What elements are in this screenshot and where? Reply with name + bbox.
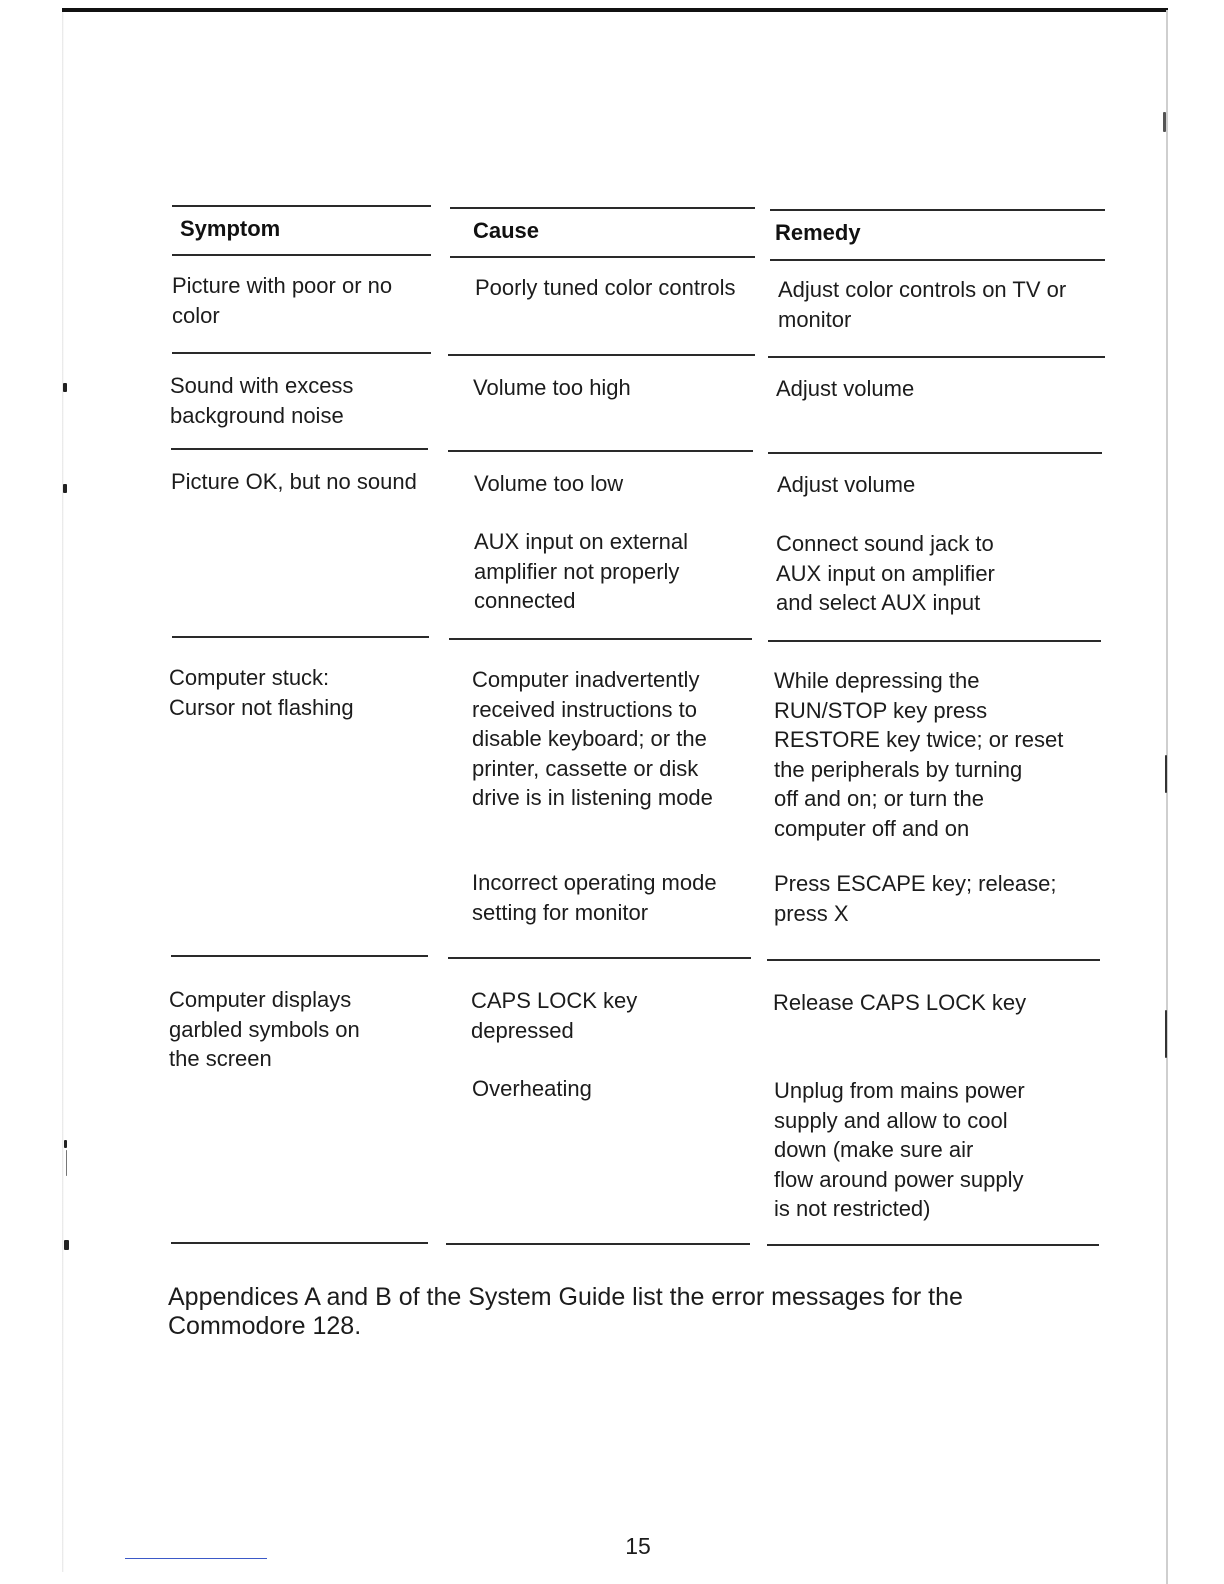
table-bottom-rule <box>446 1243 750 1245</box>
margin-mark <box>64 1140 67 1148</box>
row-separator <box>172 636 429 638</box>
cause-cell: Poorly tuned color controls <box>475 275 736 300</box>
header-remedy: Remedy <box>775 220 861 245</box>
remedy-cell: Release CAPS LOCK key <box>773 990 1027 1015</box>
symptom-cell: Computer displays garbled symbols on the screen <box>169 987 360 1071</box>
header-bottom-rule <box>450 256 755 258</box>
row-separator <box>448 450 753 452</box>
symptom-cell: Picture OK, but no sound <box>171 469 417 494</box>
header-top-rule <box>770 209 1105 211</box>
page-number: 15 <box>625 1533 651 1559</box>
remedy-cell: Unplug from mains power supply and allow to cool down (make sure air flow around power supply is not restricted) <box>774 1078 1025 1221</box>
page-left-shadow <box>62 12 64 1572</box>
margin-mark <box>1163 112 1166 132</box>
margin-mark <box>1165 1010 1167 1058</box>
cause-cell: Volume too high <box>473 375 631 400</box>
cause-cell: Computer inadvertently received instructions to disable keyboard; or the printer, cassette or disk drive is in listening mode <box>472 667 713 810</box>
remedy-cell: Press ESCAPE key; release; press X <box>774 871 1057 926</box>
row-separator <box>768 356 1105 358</box>
symptom-cell: Picture with poor or no color <box>172 273 393 328</box>
header-top-rule <box>450 207 755 209</box>
margin-mark <box>64 1240 69 1250</box>
row-separator <box>768 640 1101 642</box>
header-bottom-rule <box>770 259 1105 261</box>
blue-rule-mark <box>125 1558 267 1559</box>
row-separator <box>171 955 428 957</box>
row-separator <box>449 638 752 640</box>
row-separator <box>448 957 751 959</box>
margin-mark <box>63 383 67 392</box>
cause-cell: Incorrect operating mode setting for monitor <box>472 870 717 925</box>
remedy-cell: Adjust color controls on TV or monitor <box>778 277 1067 332</box>
page-right-edge <box>1166 10 1168 1584</box>
remedy-cell: Adjust volume <box>777 472 916 497</box>
table-bottom-rule <box>767 1244 1099 1246</box>
row-separator <box>767 959 1100 961</box>
remedy-cell: Adjust volume <box>776 376 915 401</box>
footnote-text: Appendices A and B of the System Guide list the error messages for the Commodore 128. <box>168 1283 963 1340</box>
header-symptom: Symptom <box>180 216 281 241</box>
row-separator <box>171 448 428 450</box>
row-separator <box>172 352 431 354</box>
margin-mark <box>63 484 67 493</box>
margin-mark <box>1165 755 1167 793</box>
table-bottom-rule <box>171 1242 428 1244</box>
cause-cell: CAPS LOCK key depressed <box>471 988 638 1043</box>
remedy-cell: Connect sound jack to AUX input on amplifier and select AUX input <box>776 531 995 615</box>
header-cause: Cause <box>473 218 540 243</box>
margin-mark <box>66 1150 67 1176</box>
header-bottom-rule <box>172 254 431 256</box>
page-top-border <box>62 8 1168 12</box>
cause-cell: Overheating <box>472 1076 592 1101</box>
cause-cell: AUX input on external amplifier not properly connected <box>474 529 689 613</box>
symptom-cell: Computer stuck: Cursor not flashing <box>169 665 354 720</box>
row-separator <box>448 354 755 356</box>
cause-cell: Volume too low <box>474 471 624 496</box>
symptom-cell: Sound with excess background noise <box>170 373 354 428</box>
row-separator <box>768 452 1102 454</box>
remedy-cell: While depressing the RUN/STOP key press RESTORE key twice; or reset the peripherals by turning off and on; or turn the computer off and on <box>774 668 1064 841</box>
header-top-rule <box>172 205 431 207</box>
